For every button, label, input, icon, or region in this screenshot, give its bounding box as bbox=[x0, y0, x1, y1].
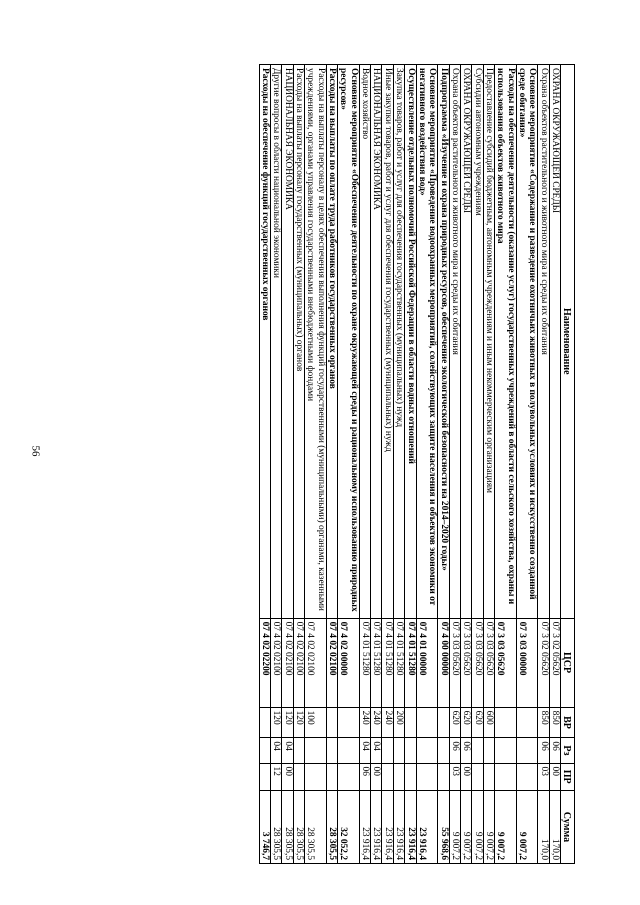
cell-vr: 600 bbox=[483, 707, 494, 738]
cell-vr: 100 bbox=[305, 707, 327, 738]
cell-vr: 240 bbox=[371, 707, 382, 738]
cell-vr bbox=[405, 707, 416, 738]
table-row bbox=[460, 65, 471, 864]
cell-name: Расходы на выплаты персоналу государственных (муниципальных) органов bbox=[293, 65, 304, 619]
cell-name: Расходы на обеспечение деятельности (оказание услуг) государственных учреждений в области сельского хозяйства, охраны и использования объектов животного мира bbox=[494, 65, 516, 619]
table-row bbox=[382, 65, 393, 864]
header-sum: Сумма bbox=[561, 790, 575, 863]
table-row bbox=[326, 65, 337, 864]
cell-vr bbox=[416, 707, 438, 738]
cell-csr: 07 3 03 05620 bbox=[483, 618, 494, 707]
cell-rz bbox=[494, 738, 516, 763]
cell-csr: 07 4 01 51280 bbox=[371, 618, 382, 707]
table-row bbox=[416, 65, 438, 864]
cell-name: Субсидии автономным учреждениям bbox=[472, 65, 483, 619]
cell-sum: 23 916,4 bbox=[393, 790, 404, 863]
cell-csr: 07 4 01 51280 bbox=[359, 618, 370, 707]
cell-sum: 3 746,7 bbox=[259, 790, 270, 863]
cell-name: Предоставление субсидий бюджетным, автономным учреждениям и иным некоммерческим организациям bbox=[483, 65, 494, 619]
table-row bbox=[359, 65, 370, 864]
cell-pr: 00 bbox=[371, 763, 382, 790]
cell-pr: 06 bbox=[359, 763, 370, 790]
cell-pr: 12 bbox=[271, 763, 282, 790]
cell-rz bbox=[259, 738, 270, 763]
table-row bbox=[449, 65, 460, 864]
cell-csr: 07 3 03 05620 bbox=[449, 618, 460, 707]
table-row bbox=[538, 65, 549, 864]
cell-name: Расходы на выплаты по оплате труда работников государственных органов bbox=[326, 65, 337, 619]
cell-pr: 03 bbox=[449, 763, 460, 790]
cell-csr: 07 3 03 05620 bbox=[494, 618, 516, 707]
cell-sum: 9 007,2 bbox=[494, 790, 516, 863]
cell-vr: 120 bbox=[282, 707, 293, 738]
cell-vr bbox=[438, 707, 449, 738]
cell-csr: 07 4 02 02200 bbox=[259, 618, 270, 707]
cell-name: ОХРАНА ОКРУЖАЮЩЕЙ СРЕДЫ bbox=[460, 65, 471, 619]
cell-pr: 03 bbox=[538, 763, 549, 790]
cell-sum: 23 916,4 bbox=[382, 790, 393, 863]
cell-csr: 07 4 00 00000 bbox=[438, 618, 449, 707]
cell-csr: 07 4 01 51280 bbox=[405, 618, 416, 707]
cell-pr bbox=[416, 763, 438, 790]
cell-rz: 04 bbox=[271, 738, 282, 763]
cell-rz bbox=[416, 738, 438, 763]
cell-rz: 04 bbox=[371, 738, 382, 763]
cell-pr bbox=[405, 763, 416, 790]
cell-sum: 9 007,2 bbox=[483, 790, 494, 863]
cell-sum: 23 916,4 bbox=[416, 790, 438, 863]
cell-pr: 00 bbox=[282, 763, 293, 790]
cell-name: Основное мероприятие «Проведение водоохранных мероприятий, солействующих защите населения и объектов экономики от негативного воздействия вод» bbox=[416, 65, 438, 619]
cell-sum: 23 916,4 bbox=[371, 790, 382, 863]
cell-name: Охрана объектов растительного и животного мира и среды их обитания bbox=[538, 65, 549, 619]
cell-rz bbox=[405, 738, 416, 763]
cell-csr: 07 3 03 00000 bbox=[516, 618, 538, 707]
table-row bbox=[305, 65, 327, 864]
cell-vr bbox=[259, 707, 270, 738]
cell-csr: 07 4 01 51280 bbox=[382, 618, 393, 707]
cell-rz bbox=[516, 738, 538, 763]
cell-csr: 07 4 01 00000 bbox=[416, 618, 438, 707]
cell-name: Другие вопросы в области национальной экономики bbox=[271, 65, 282, 619]
table-row bbox=[516, 65, 538, 864]
page-number: 56 bbox=[29, 445, 42, 457]
cell-vr bbox=[338, 707, 360, 738]
cell-name: Подпрограмма «Изучение и охрана природных ресурсов, обеспечение экологической безопасности на 2014–2020 годы» bbox=[438, 65, 449, 619]
cell-csr: 07 3 03 05620 bbox=[460, 618, 471, 707]
cell-csr: 07 3 03 05620 bbox=[472, 618, 483, 707]
cell-pr bbox=[293, 763, 304, 790]
cell-sum: 55 968,6 bbox=[438, 790, 449, 863]
cell-vr bbox=[326, 707, 337, 738]
cell-rz bbox=[472, 738, 483, 763]
cell-sum: 170,0 bbox=[549, 790, 560, 863]
header-pr: ПР bbox=[561, 763, 575, 790]
cell-vr: 620 bbox=[449, 707, 460, 738]
cell-rz bbox=[483, 738, 494, 763]
cell-vr: 240 bbox=[359, 707, 370, 738]
cell-csr: 07 4 02 02100 bbox=[326, 618, 337, 707]
cell-pr bbox=[326, 763, 337, 790]
cell-pr bbox=[516, 763, 538, 790]
cell-rz bbox=[393, 738, 404, 763]
cell-csr: 07 3 02 05620 bbox=[538, 618, 549, 707]
cell-sum: 28 305,5 bbox=[293, 790, 304, 863]
cell-vr: 120 bbox=[293, 707, 304, 738]
cell-vr: 850 bbox=[538, 707, 549, 738]
table-header-row bbox=[561, 65, 575, 864]
cell-name: Охрана объектов растительного и животного мира и среды их обитания bbox=[449, 65, 460, 619]
cell-pr bbox=[472, 763, 483, 790]
cell-vr: 240 bbox=[382, 707, 393, 738]
cell-pr bbox=[338, 763, 360, 790]
cell-rz bbox=[326, 738, 337, 763]
cell-name: НАЦИОНАЛЬНАЯ ЭКОНОМИКА bbox=[371, 65, 382, 619]
table-row bbox=[338, 65, 360, 864]
cell-sum: 23 916,4 bbox=[405, 790, 416, 863]
cell-sum: 28 305,5 bbox=[282, 790, 293, 863]
table-row bbox=[371, 65, 382, 864]
cell-csr: 07 4 02 02100 bbox=[293, 618, 304, 707]
cell-csr: 07 4 01 51280 bbox=[393, 618, 404, 707]
cell-sum: 170,0 bbox=[538, 790, 549, 863]
cell-pr bbox=[438, 763, 449, 790]
cell-pr bbox=[494, 763, 516, 790]
cell-sum: 28 305,5 bbox=[305, 790, 327, 863]
header-rz: Рз bbox=[561, 738, 575, 763]
cell-vr bbox=[494, 707, 516, 738]
cell-csr: 07 3 02 05620 bbox=[549, 618, 560, 707]
cell-name: НАЦИОНАЛЬНАЯ ЭКОНОМИКА bbox=[282, 65, 293, 619]
table-row bbox=[282, 65, 293, 864]
cell-rz: 06 bbox=[538, 738, 549, 763]
cell-rz: 06 bbox=[549, 738, 560, 763]
cell-rz: 04 bbox=[359, 738, 370, 763]
cell-sum: 9 007,2 bbox=[460, 790, 471, 863]
header-vr: ВР bbox=[561, 707, 575, 738]
cell-name: Осуществление отдельных полномочий Российской Федерации в области водных отношений bbox=[405, 65, 416, 619]
cell-pr bbox=[483, 763, 494, 790]
cell-pr bbox=[393, 763, 404, 790]
cell-csr: 07 4 02 00000 bbox=[338, 618, 360, 707]
header-name: Наименование bbox=[561, 65, 575, 619]
cell-name: Основное мероприятие «Обеспечение деятельности по охране окружающей среды и рациональному использованию природных ресурсов» bbox=[338, 65, 360, 619]
table-row bbox=[472, 65, 483, 864]
cell-vr: 200 bbox=[393, 707, 404, 738]
rotated-page bbox=[67, 64, 575, 864]
cell-sum: 9 007,2 bbox=[472, 790, 483, 863]
cell-rz bbox=[338, 738, 360, 763]
cell-sum: 9 007,2 bbox=[516, 790, 538, 863]
cell-rz: 06 bbox=[449, 738, 460, 763]
table-row bbox=[549, 65, 560, 864]
cell-name: Расходы на обеспечение функций государственных органов bbox=[259, 65, 270, 619]
cell-vr: 850 bbox=[549, 707, 560, 738]
table-body bbox=[259, 65, 560, 864]
budget-table bbox=[259, 64, 575, 864]
cell-csr: 07 4 02 02100 bbox=[271, 618, 282, 707]
table-row bbox=[259, 65, 270, 864]
cell-name: ОХРАНА ОКРУЖАЮЩЕЙ СРЕДЫ bbox=[549, 65, 560, 619]
cell-csr: 07 4 02 02100 bbox=[282, 618, 293, 707]
cell-name: Закупка товаров, работ и услуг для обеспечения государственных (муниципальных) нужд bbox=[393, 65, 404, 619]
cell-rz bbox=[438, 738, 449, 763]
cell-pr: 00 bbox=[460, 763, 471, 790]
cell-vr: 620 bbox=[472, 707, 483, 738]
cell-pr bbox=[305, 763, 327, 790]
table-row bbox=[438, 65, 449, 864]
cell-rz: 04 bbox=[282, 738, 293, 763]
cell-sum: 32 052,2 bbox=[338, 790, 360, 863]
cell-csr: 07 4 02 02100 bbox=[305, 618, 327, 707]
cell-name: Водное хозяйство bbox=[359, 65, 370, 619]
table-row bbox=[494, 65, 516, 864]
cell-rz bbox=[293, 738, 304, 763]
cell-vr: 620 bbox=[460, 707, 471, 738]
cell-vr: 120 bbox=[271, 707, 282, 738]
cell-pr bbox=[382, 763, 393, 790]
cell-pr bbox=[259, 763, 270, 790]
cell-rz bbox=[382, 738, 393, 763]
cell-pr: 00 bbox=[549, 763, 560, 790]
table-row bbox=[483, 65, 494, 864]
table-row bbox=[405, 65, 416, 864]
table-row bbox=[293, 65, 304, 864]
cell-name: Расходы на выплаты персоналу в целях обеспечения выполнения функций государственными (муниципальными) органами, казенными учреждениями, органами управления государственными внебюджетными фондами bbox=[305, 65, 327, 619]
table-row bbox=[271, 65, 282, 864]
cell-sum: 23 916,4 bbox=[359, 790, 370, 863]
cell-name: Основное мероприятие «Содержание и разведение охотничьих животных в полувольных условиях и искусственно созданной среде обитания» bbox=[516, 65, 538, 619]
header-csr: ЦСР bbox=[561, 618, 575, 707]
cell-sum: 28 305,5 bbox=[326, 790, 337, 863]
cell-rz: 06 bbox=[460, 738, 471, 763]
cell-name: Иные закупки товаров, работ и услуг для обеспечения государственных (муниципальных) нужд bbox=[382, 65, 393, 619]
table-row bbox=[393, 65, 404, 864]
cell-rz bbox=[305, 738, 327, 763]
cell-sum: 9 007,2 bbox=[449, 790, 460, 863]
cell-sum: 28 305,5 bbox=[271, 790, 282, 863]
cell-vr bbox=[516, 707, 538, 738]
